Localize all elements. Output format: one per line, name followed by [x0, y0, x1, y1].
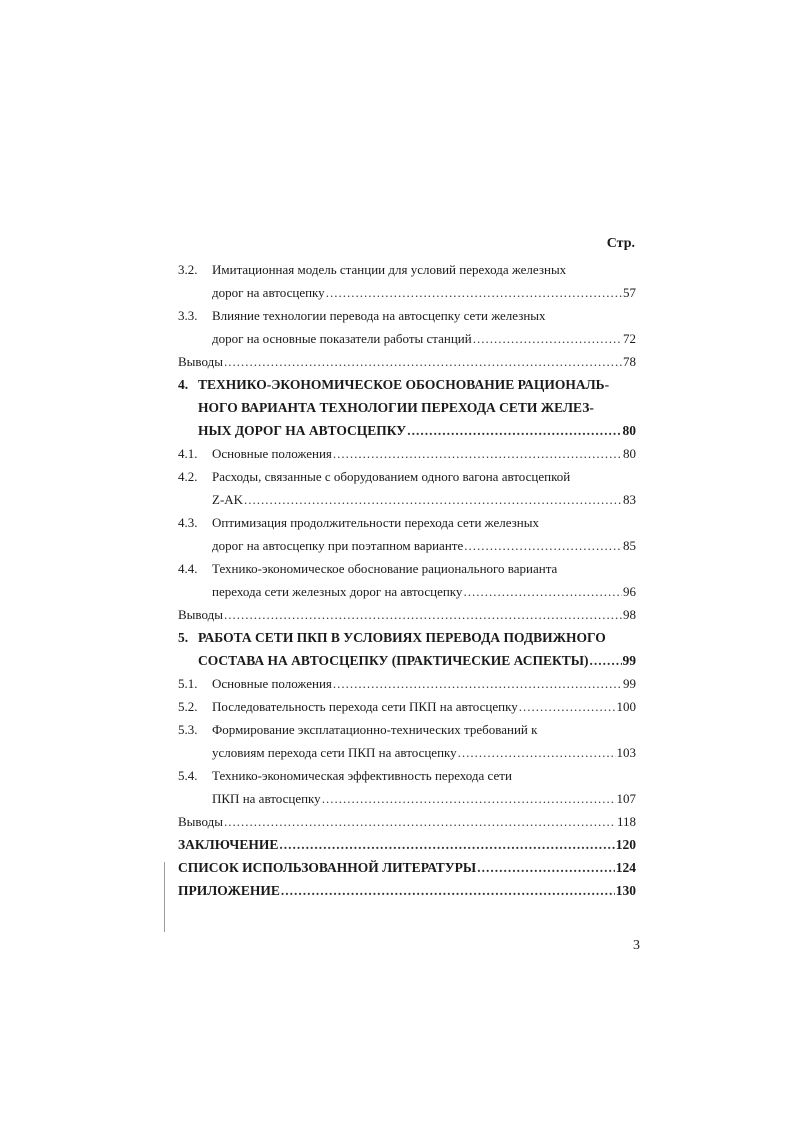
toc-entry-title: ПРИЛОЖЕНИЕ	[178, 883, 280, 898]
page-column-label: Стр.	[606, 236, 635, 251]
toc-page-number: 120	[615, 837, 636, 852]
dot-leader	[463, 580, 622, 603]
toc-line	[178, 534, 636, 557]
toc-entry-title: Влияние технологии перевода на автосцепку сети железных	[212, 308, 546, 323]
dot-leader	[473, 327, 622, 350]
toc-line	[178, 281, 636, 304]
toc-section-number: 4.4.	[178, 561, 198, 576]
toc-line	[178, 787, 636, 810]
dot-leader	[224, 350, 622, 373]
toc-entry	[178, 856, 636, 879]
toc-page-number: 83	[623, 492, 636, 507]
dot-leader	[464, 534, 622, 557]
toc-line	[178, 511, 636, 534]
dot-leader	[224, 810, 616, 833]
dot-leader	[333, 442, 622, 465]
toc-entry	[178, 626, 636, 672]
dot-leader	[224, 603, 622, 626]
table-of-contents	[178, 258, 636, 902]
toc-entry	[178, 810, 636, 833]
dot-leader	[322, 787, 616, 810]
toc-line	[178, 580, 636, 603]
toc-entry-title: ТЕХНИКО-ЭКОНОМИЧЕСКОЕ ОБОСНОВАНИЕ РАЦИОНАЛЬ-	[198, 377, 610, 392]
toc-entry	[178, 373, 636, 442]
toc-entry-title: Технико-экономическая эффективность перехода сети	[212, 768, 512, 783]
toc-entry-title: Выводы	[178, 354, 223, 369]
toc-line	[178, 465, 636, 488]
toc-line	[178, 488, 636, 511]
toc-section-number: 4.2.	[178, 469, 198, 484]
toc-entry-title: Формирование эксплатационно-технических требований к	[212, 722, 538, 737]
toc-entry	[178, 603, 636, 626]
toc-line	[178, 718, 636, 741]
toc-section-number: 5.2.	[178, 699, 198, 714]
toc-line	[178, 396, 636, 419]
toc-entry	[178, 442, 636, 465]
toc-line	[178, 764, 636, 787]
toc-entry-title: дорог на автосцепку	[212, 285, 325, 300]
toc-entry	[178, 350, 636, 373]
toc-page-number: 124	[615, 860, 636, 875]
toc-line	[178, 856, 636, 879]
dot-leader	[477, 856, 615, 879]
toc-line	[178, 350, 636, 373]
toc-line	[178, 879, 636, 902]
toc-entry-title: дорог на основные показатели работы станций	[212, 331, 472, 346]
toc-page-number: 100	[616, 699, 636, 714]
dot-leader	[407, 419, 621, 442]
toc-page-number: 96	[623, 584, 636, 599]
toc-entry	[178, 695, 636, 718]
toc-line	[178, 603, 636, 626]
toc-page-number: 57	[623, 285, 636, 300]
toc-entry	[178, 511, 636, 557]
toc-entry	[178, 258, 636, 304]
toc-entry-title: СОСТАВА НА АВТОСЦЕПКУ (ПРАКТИЧЕСКИЕ АСПЕКТЫ)	[198, 653, 589, 668]
dot-leader	[590, 649, 622, 672]
toc-entry-title: Последовательность перехода сети ПКП на автосцепку	[212, 699, 518, 714]
toc-section-number: 4.1.	[178, 446, 198, 461]
toc-entry	[178, 879, 636, 902]
toc-page-number: 80	[622, 423, 636, 438]
toc-page-number: 130	[615, 883, 636, 898]
toc-entry-title: перехода сети железных дорог на автосцепку	[212, 584, 463, 599]
toc-page-number: 99	[622, 653, 636, 668]
dot-leader	[244, 488, 622, 511]
toc-line	[178, 258, 636, 281]
toc-page-number: 118	[616, 814, 636, 829]
toc-page-number: 103	[616, 745, 636, 760]
toc-page-number: 107	[616, 791, 636, 806]
toc-line	[178, 626, 636, 649]
toc-section-number: 5.3.	[178, 722, 198, 737]
toc-section-number: 5.4.	[178, 768, 198, 783]
dot-leader	[519, 695, 616, 718]
toc-section-number: 4.3.	[178, 515, 198, 530]
margin-mark	[164, 862, 165, 932]
toc-entry-title: НОГО ВАРИАНТА ТЕХНОЛОГИИ ПЕРЕХОДА СЕТИ ЖЕЛЕЗ-	[198, 400, 594, 415]
toc-line	[178, 327, 636, 350]
toc-entry	[178, 718, 636, 764]
toc-entry	[178, 764, 636, 810]
toc-entry-title: Выводы	[178, 814, 223, 829]
toc-line	[178, 741, 636, 764]
toc-line	[178, 419, 636, 442]
toc-entry	[178, 304, 636, 350]
toc-entry-title: ПКП на автосцепку	[212, 791, 321, 806]
toc-section-number: 5.1.	[178, 676, 198, 691]
dot-leader	[326, 281, 622, 304]
toc-section-number: 4.	[178, 377, 189, 392]
toc-page-number: 98	[623, 607, 636, 622]
toc-entry	[178, 557, 636, 603]
toc-page-number: 80	[623, 446, 636, 461]
toc-entry	[178, 833, 636, 856]
toc-entry-title: Имитационная модель станции для условий перехода железных	[212, 262, 567, 277]
toc-entry-title: Технико-экономическое обоснование рационального варианта	[212, 561, 558, 576]
toc-section-number: 5.	[178, 630, 189, 645]
toc-entry-title: Основные положения	[212, 676, 332, 691]
toc-entry-title: ЗАКЛЮЧЕНИЕ	[178, 837, 279, 852]
page-number: 3	[633, 938, 640, 953]
toc-line	[178, 672, 636, 695]
toc-entry-title: Основные положения	[212, 446, 332, 461]
toc-line	[178, 304, 636, 327]
toc-line	[178, 649, 636, 672]
toc-entry-title: дорог на автосцепку при поэтапном варианте	[212, 538, 464, 553]
dot-leader	[458, 741, 616, 764]
toc-entry-title: Z-AK	[212, 492, 244, 507]
toc-line	[178, 557, 636, 580]
toc-entry-title: СПИСОК ИСПОЛЬЗОВАННОЙ ЛИТЕРАТУРЫ	[178, 860, 477, 875]
toc-entry	[178, 465, 636, 511]
toc-entry	[178, 672, 636, 695]
toc-line	[178, 373, 636, 396]
toc-entry-title: Расходы, связанные с оборудованием одного вагона автосцепкой	[212, 469, 571, 484]
toc-page-number: 78	[623, 354, 636, 369]
dot-leader	[279, 833, 614, 856]
toc-page-number: 85	[623, 538, 636, 553]
toc-line	[178, 833, 636, 856]
toc-section-number: 3.2.	[178, 262, 198, 277]
toc-entry-title: условиям перехода сети ПКП на автосцепку	[212, 745, 457, 760]
dot-leader	[281, 879, 615, 902]
toc-entry-title: НЫХ ДОРОГ НА АВТОСЦЕПКУ	[198, 423, 407, 438]
toc-section-number: 3.3.	[178, 308, 198, 323]
toc-page-number: 72	[623, 331, 636, 346]
toc-page-number: 99	[623, 676, 636, 691]
toc-entry-title: Выводы	[178, 607, 223, 622]
toc-line	[178, 695, 636, 718]
toc-line	[178, 442, 636, 465]
dot-leader	[333, 672, 622, 695]
toc-line	[178, 810, 636, 833]
toc-entry-title: РАБОТА СЕТИ ПКП В УСЛОВИЯХ ПЕРЕВОДА ПОДВИЖНОГО	[198, 630, 606, 645]
toc-entry-title: Оптимизация продолжительности перехода сети железных	[212, 515, 539, 530]
